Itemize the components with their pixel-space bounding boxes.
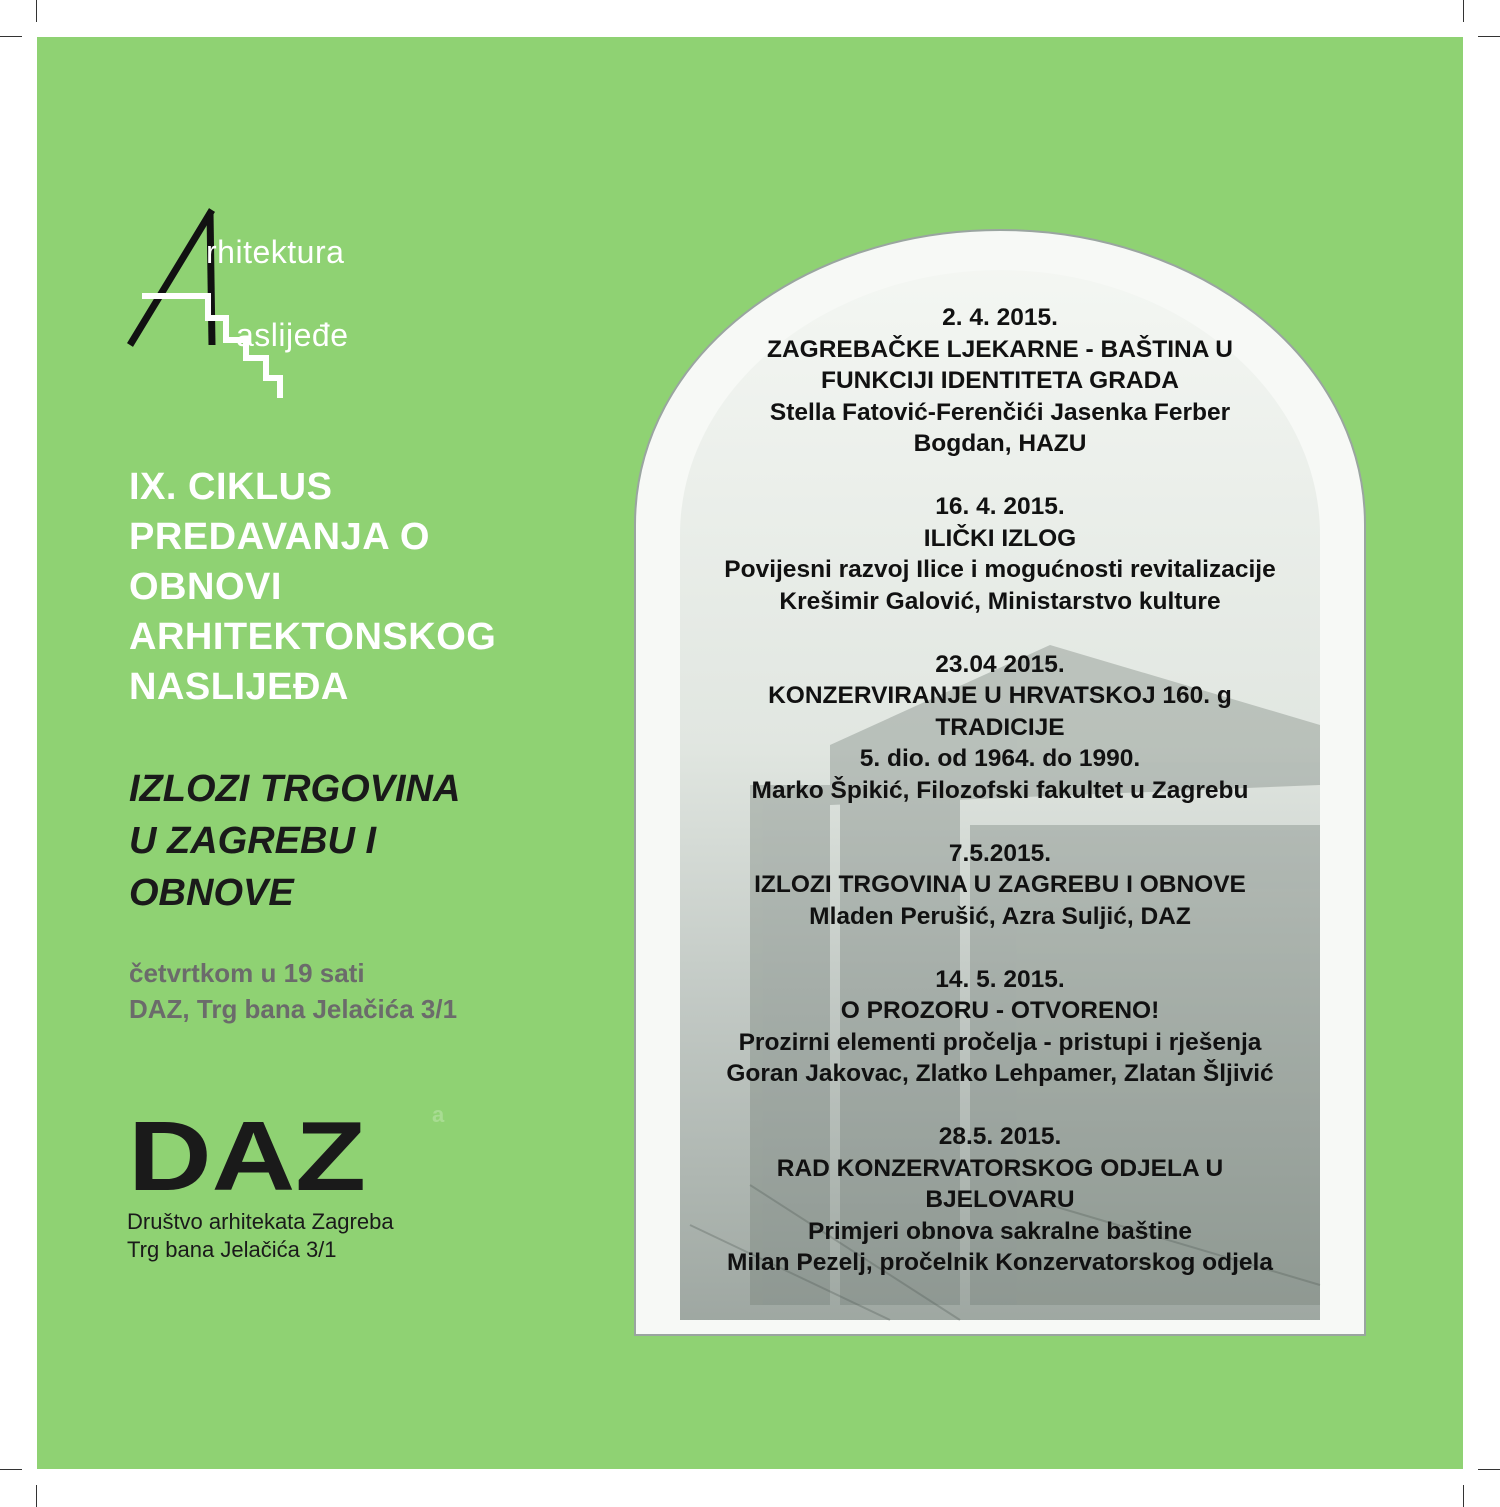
event-line: Bogdan, HAZU — [913, 430, 1087, 457]
event-line: Mladen Perušić, Azra Suljić, DAZ — [809, 902, 1191, 930]
cycle-title: IX. CIKLUS PREDAVANJA O OBNOVI ARHITEKTONSKOG NASLIJEĐA — [129, 466, 497, 708]
event-item — [690, 649, 1310, 807]
crop-mark — [36, 1485, 37, 1507]
event-item — [690, 302, 1310, 460]
event-item — [690, 964, 1310, 1090]
event-line: Goran Jakovac, Zlatko Lehpamer, Zlatan Šljivić — [726, 1060, 1274, 1087]
event-item — [690, 838, 1310, 933]
event-line: Milan Pezelj, pročelnik Konzervatorskog odjela — [727, 1249, 1273, 1276]
topic-title: IZLOZI TRGOVINA U ZAGREBU I OBNOVE — [129, 768, 461, 914]
event-line: TRADICIJE — [935, 713, 1065, 741]
event-line: KONZERVIRANJE U HRVATSKOJ 160. g — [768, 682, 1232, 709]
crop-mark — [1463, 0, 1464, 22]
event-line: 2. 4. 2015. — [942, 304, 1058, 331]
event-line: ZAGREBAČKE LJEKARNE - BAŠTINA U — [767, 335, 1233, 363]
daz-address: Društvo arhitekata Zagreba Trg bana Jelačića 3/1 — [127, 1209, 394, 1262]
event-line: Krešimir Galović, Ministarstvo kulture — [779, 587, 1221, 615]
event-line: ILIČKI IZLOG — [923, 524, 1077, 552]
crop-mark — [36, 0, 37, 22]
faint-mark: a — [432, 1102, 445, 1127]
crop-mark — [1478, 36, 1500, 37]
event-line: BJELOVARU — [925, 1186, 1075, 1213]
lecture-schedule — [690, 302, 1310, 1310]
daz-logo-text: DAZ — [128, 1112, 366, 1192]
event-line: 5. dio. od 1964. do 1990. — [859, 745, 1141, 772]
event-line: RAD KONZERVATORSKOG ODJELA U — [776, 1154, 1224, 1182]
event-line: Prozirni elementi pročelja - pristupi i rješenja — [738, 1028, 1262, 1056]
event-line: 28.5. 2015. — [938, 1123, 1062, 1150]
event-line: 14. 5. 2015. — [935, 965, 1065, 993]
arhitektura-naslijede-logo — [120, 200, 410, 410]
event-line: 23.04 2015. — [935, 650, 1065, 678]
schedule-info: četvrtkom u 19 sati DAZ, Trg bana Jelačića 3/1 — [129, 958, 458, 1024]
event-item — [690, 491, 1310, 617]
crop-mark — [1478, 1469, 1500, 1470]
event-line: FUNKCIJI IDENTITETA GRADA — [821, 367, 1179, 394]
crop-mark — [1463, 1485, 1464, 1507]
logo-text-naslijede: aslijeđe — [236, 317, 349, 353]
crop-mark — [0, 36, 22, 37]
event-line: Stella Fatović-Ferenčići Jasenka Ferber — [769, 398, 1231, 426]
logo-text-arhitektura: rhitektura — [206, 234, 345, 270]
daz-logo — [128, 1112, 368, 1192]
crop-mark — [0, 1469, 22, 1470]
event-line: IZLOZI TRGOVINA U ZAGREBU I OBNOVE — [754, 871, 1246, 898]
event-line: 7.5.2015. — [948, 839, 1052, 867]
event-item — [690, 1121, 1310, 1279]
event-line: O PROZORU - OTVORENO! — [840, 997, 1160, 1024]
event-line: Povijesni razvoj Ilice i mogućnosti revitalizacije — [724, 556, 1276, 583]
event-line: Marko Špikić, Filozofski fakultet u Zagrebu — [751, 776, 1249, 804]
event-line: 16. 4. 2015. — [935, 493, 1065, 520]
event-line: Primjeri obnova sakralne baštine — [808, 1217, 1192, 1245]
